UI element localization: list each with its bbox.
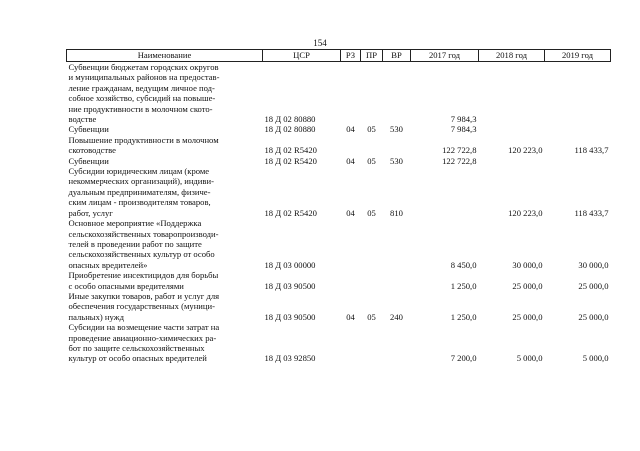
cell-name-line: бот по защите сельскохозяйственных xyxy=(68,342,205,353)
cell-vr xyxy=(383,270,411,291)
header-2018: 2018 год xyxy=(479,50,545,62)
table-body xyxy=(67,62,611,364)
cell-name-line: сельскохозяйственных культур от особо xyxy=(68,249,215,260)
cell-name-line: ление гражданам, ведущим личное под- xyxy=(68,82,215,93)
cell-rz xyxy=(341,62,361,125)
cell-csr: 18 Д 03 90500 xyxy=(264,311,316,322)
budget-table xyxy=(66,49,611,364)
cell-name-line: Субсидии юридическим лицам (кроме xyxy=(68,166,210,177)
cell-2018 xyxy=(479,62,545,125)
header-name: Наименование xyxy=(67,50,263,62)
cell-name xyxy=(67,124,263,134)
cell-csr: 18 Д 03 00000 xyxy=(264,259,316,270)
cell-vr xyxy=(383,135,411,156)
table-row xyxy=(67,270,611,291)
cell-vr xyxy=(383,62,411,125)
cell-2018: 25 000,0 xyxy=(512,280,543,291)
cell-csr: 18 Д 02 R5420 xyxy=(264,207,317,218)
table-row xyxy=(67,322,611,364)
cell-name-line: собное хозяйство, субсидий на повыше- xyxy=(68,93,216,104)
cell-vr: 530 xyxy=(390,124,403,135)
cell-vr: 530 xyxy=(390,155,403,166)
cell-rz xyxy=(341,135,361,156)
cell-csr: 18 Д 03 90500 xyxy=(264,280,316,291)
cell-2017: 122 722,8 xyxy=(442,155,477,166)
cell-name-line: с особо опасными вредителями xyxy=(68,280,184,291)
table-row xyxy=(67,218,611,270)
cell-2019 xyxy=(545,124,611,134)
cell-2017: 8 450,0 xyxy=(450,259,477,270)
cell-2019: 118 433,7 xyxy=(574,207,609,218)
cell-pr xyxy=(361,322,383,364)
cell-name xyxy=(67,291,263,322)
cell-pr: 05 xyxy=(367,207,376,218)
cell-vr xyxy=(383,322,411,364)
table-row xyxy=(67,291,611,322)
cell-name-line: Субвенции бюджетам городских округов xyxy=(68,62,219,72)
cell-2017 xyxy=(411,166,479,218)
cell-name xyxy=(67,322,263,364)
cell-name-line: проведение авиационно-химических ра- xyxy=(68,332,217,343)
cell-pr xyxy=(361,135,383,156)
cell-2018: 5 000,0 xyxy=(516,353,543,364)
cell-name-line: сельскохозяйственных товаропроизводи- xyxy=(68,228,219,239)
cell-name xyxy=(67,156,263,166)
cell-rz: 04 xyxy=(346,124,355,135)
cell-name xyxy=(67,270,263,291)
cell-name-line: и муниципальных районов на предостав- xyxy=(68,72,220,83)
header-pr: ПР xyxy=(361,50,383,62)
cell-name-line: некоммерческих организаций), индиви- xyxy=(68,176,214,187)
cell-name-line: дуальным предпринимателям, физиче- xyxy=(68,186,211,197)
cell-name-line: культур от особо опасных вредителей xyxy=(68,353,207,364)
cell-name xyxy=(67,166,263,218)
header-vr: ВР xyxy=(383,50,411,62)
cell-csr: 18 Д 03 92850 xyxy=(264,353,316,364)
table-row xyxy=(67,62,611,125)
cell-vr: 240 xyxy=(390,311,403,322)
cell-vr: 810 xyxy=(390,207,403,218)
header-rz: РЗ xyxy=(341,50,361,62)
cell-pr xyxy=(361,270,383,291)
cell-name xyxy=(67,62,263,125)
cell-name-line: Приобретение инсектицидов для борьбы xyxy=(68,270,219,281)
page-number: 154 xyxy=(313,38,327,48)
cell-name xyxy=(67,218,263,270)
cell-2019 xyxy=(545,62,611,125)
cell-2017: 122 722,8 xyxy=(442,145,477,156)
cell-rz: 04 xyxy=(346,207,355,218)
cell-csr: 18 Д 02 R5420 xyxy=(264,145,317,156)
cell-2019: 25 000,0 xyxy=(578,311,609,322)
table-row xyxy=(67,166,611,218)
table-row xyxy=(67,156,611,166)
cell-rz xyxy=(341,270,361,291)
cell-name-line: телей в проведении работ по защите xyxy=(68,238,202,249)
cell-csr: 18 Д 02 R5420 xyxy=(264,155,317,166)
cell-name-line: Субсидии на возмещение части затрат на xyxy=(68,322,220,333)
cell-2017: 1 250,0 xyxy=(450,311,477,322)
cell-name-line: ние продуктивности в молочном ското- xyxy=(68,103,213,114)
cell-2019: 5 000,0 xyxy=(582,353,609,364)
cell-2018: 25 000,0 xyxy=(512,311,543,322)
cell-name-line: обеспечения государственных (муници- xyxy=(68,301,215,312)
cell-name-line: пальных) нужд xyxy=(68,311,124,322)
cell-2018 xyxy=(479,124,545,134)
cell-2019: 118 433,7 xyxy=(574,145,609,156)
cell-rz xyxy=(341,322,361,364)
cell-2017: 7 200,0 xyxy=(450,353,477,364)
cell-2017: 7 984,3 xyxy=(450,124,477,135)
table-row xyxy=(67,135,611,156)
header-2017: 2017 год xyxy=(411,50,479,62)
cell-2019: 25 000,0 xyxy=(578,280,609,291)
cell-2018: 30 000,0 xyxy=(512,259,543,270)
cell-rz xyxy=(341,218,361,270)
cell-pr: 05 xyxy=(367,124,376,135)
table-row xyxy=(67,124,611,134)
cell-vr xyxy=(383,218,411,270)
cell-name-line: ским лицам - производителям товаров, xyxy=(68,197,211,208)
cell-pr: 05 xyxy=(367,155,376,166)
cell-pr xyxy=(361,62,383,125)
cell-name-line: работ, услуг xyxy=(68,207,113,218)
cell-2017: 1 250,0 xyxy=(450,280,477,291)
header-csr: ЦСР xyxy=(263,50,341,62)
cell-pr xyxy=(361,218,383,270)
cell-csr: 18 Д 02 80880 xyxy=(264,114,316,125)
cell-2017: 7 984,3 xyxy=(450,114,477,125)
cell-name-line: опасных вредителей» xyxy=(68,259,148,270)
cell-name-line: Субвенции xyxy=(68,155,109,166)
cell-name-line: Иные закупки товаров, работ и услуг для xyxy=(68,290,220,301)
cell-2018: 120 223,0 xyxy=(508,145,543,156)
cell-name-line: скотоводстве xyxy=(68,145,116,156)
cell-2018 xyxy=(479,156,545,166)
cell-name-line: Повышение продуктивности в молочном xyxy=(68,134,219,145)
cell-name-line: Субвенции xyxy=(68,124,109,135)
cell-name-line: Основное мероприятие «Поддержка xyxy=(68,218,202,229)
header-2019: 2019 год xyxy=(545,50,611,62)
cell-2018: 120 223,0 xyxy=(508,207,543,218)
cell-name xyxy=(67,135,263,156)
cell-rz: 04 xyxy=(346,311,355,322)
cell-rz: 04 xyxy=(346,155,355,166)
cell-name-line: водстве xyxy=(68,114,97,125)
cell-pr: 05 xyxy=(367,311,376,322)
table-header-row xyxy=(67,50,611,62)
cell-2019: 30 000,0 xyxy=(578,259,609,270)
cell-2019 xyxy=(545,156,611,166)
cell-csr: 18 Д 02 80880 xyxy=(264,124,316,135)
